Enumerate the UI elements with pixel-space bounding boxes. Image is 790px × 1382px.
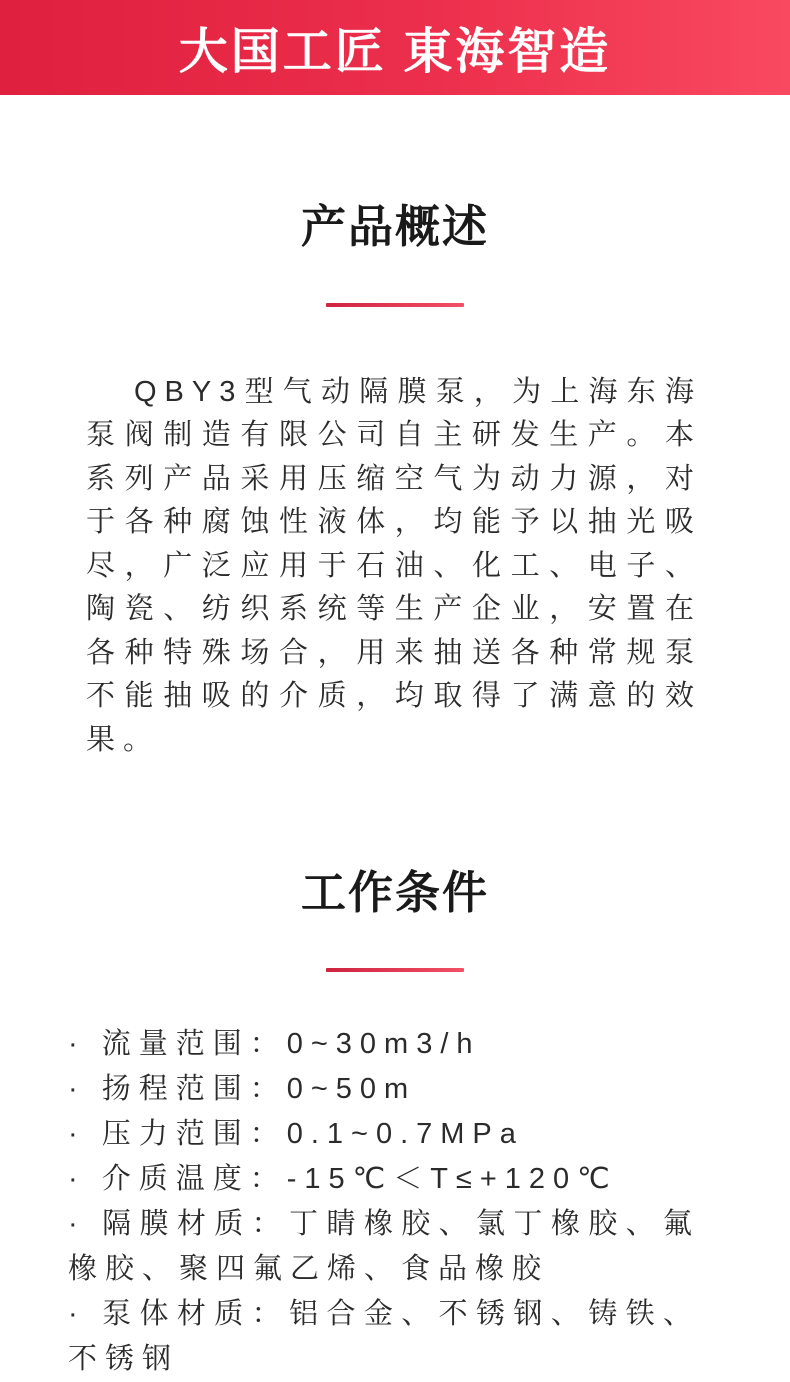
overview-title-underline: [326, 303, 464, 307]
banner-slogan: 大国工匠 東海智造: [178, 24, 612, 79]
top-banner: [0, 0, 790, 95]
conditions-title-underline: [326, 968, 464, 972]
conditions-list: [68, 1022, 700, 1382]
overview-header: [0, 167, 790, 307]
list-item-pressure-range: · 压力范围：0.1~0.7MPa: [68, 1117, 524, 1150]
overview-title: 产品概述: [300, 201, 489, 253]
list-item-pump-body-material: · 泵体材质：铝合金、不锈钢、铸铁、不锈钢: [68, 1297, 700, 1375]
overview-paragraph: QBY3型气动隔膜泵，为上海东海泵阀制造有限公司自主研发生产。本系列产品采用压缩空气为动力源，对于各种腐蚀性液体，均能予以抽光吸尽，广泛应用于石油、化工、电子、陶瓷、纺织系统等生产企业，安置在各种特殊场合，用来抽送各种常规泵不能抽吸的介质，均取得了满意的效果。: [86, 375, 702, 756]
list-item-flow-range: · 流量范围：0~30m3/h: [68, 1027, 481, 1060]
conditions-header: [0, 832, 790, 972]
section-product-overview: [0, 167, 790, 762]
list-item-medium-temperature: · 介质温度：-15℃＜T≤+120℃: [68, 1162, 618, 1195]
list-item-diaphragm-material: · 隔膜材质：丁睛橡胶、氯丁橡胶、氟橡胶、聚四氟乙烯、食品橡胶: [68, 1207, 700, 1285]
list-item-head-range: · 扬程范围：0~50m: [68, 1072, 417, 1105]
conditions-title: 工作条件: [300, 866, 489, 918]
section-working-conditions: [0, 832, 790, 1382]
